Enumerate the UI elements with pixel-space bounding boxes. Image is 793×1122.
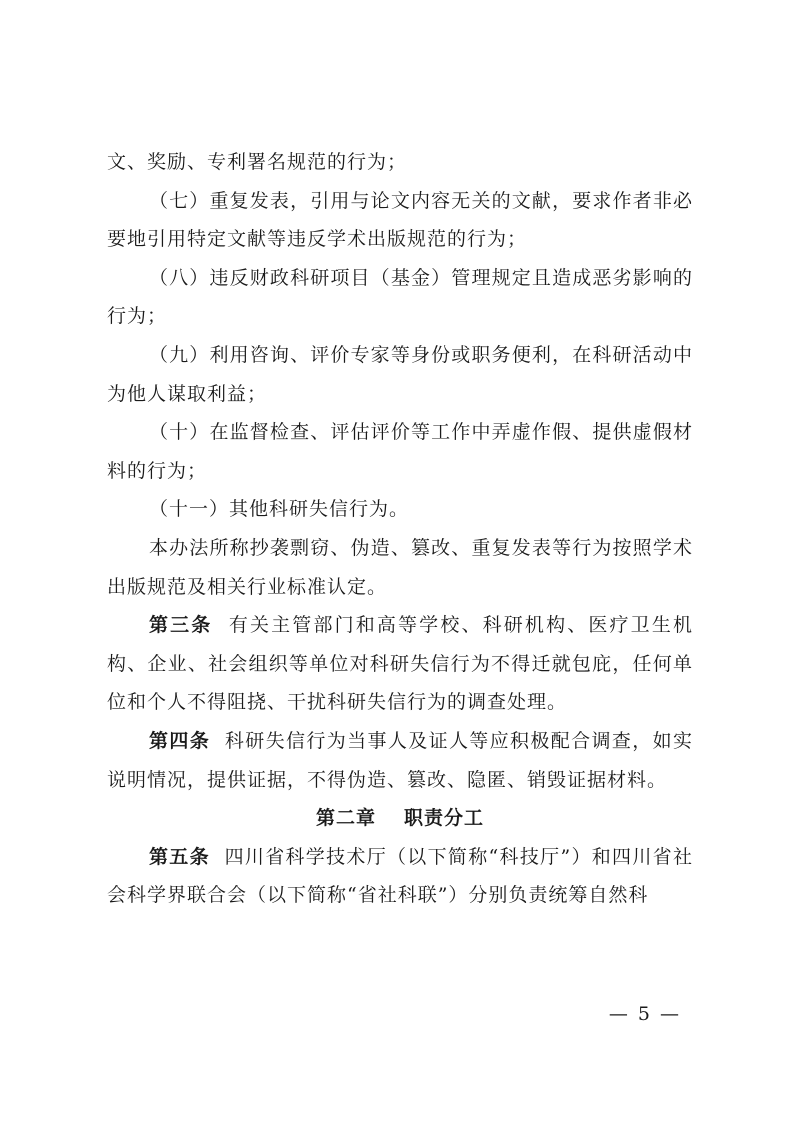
article-4-label: 第四条: [149, 729, 211, 752]
definition-paragraph: 本办法所称抄袭剽窃、伪造、篡改、重复发表等行为按照学术出版规范及相关行业标准认定。: [107, 536, 693, 598]
list-item-7: （七）重复发表，引用与论文内容无关的文献，要求作者非必要地引用特定文献等违反学术出版规范的行为；: [107, 189, 693, 251]
list-item-8: （八）违反财政科研项目（基金）管理规定且造成恶劣影响的行为；: [107, 266, 693, 328]
chapter-heading: [107, 799, 693, 838]
article-4-text: 科研失信行为当事人及证人等应积极配合调查，如实说明情况，提供证据，不得伪造、篡改、隐匿、销毁证据材料。: [107, 729, 693, 791]
document-body: [107, 143, 693, 915]
article-3-label: 第三条: [149, 614, 213, 637]
article-5-text: 四川省科学技术厅（以下简称“科技厅”）和四川省社会科学界联合会（以下简称“省社科联”）分别负责统筹自然科: [107, 845, 693, 907]
list-item-11: （十一）其他科研失信行为。: [149, 498, 410, 521]
paragraph-continuation: 文、奖励、专利署名规范的行为；: [107, 151, 408, 173]
page-number: — 5 —: [608, 1003, 681, 1025]
article-3: [107, 606, 693, 722]
article-3-text: 有关主管部门和高等学校、科研机构、医疗卫生机构、企业、社会组织等单位对科研失信行为不得迁就包庇，任何单位和个人不得阻挠、干扰科研失信行为的调查处理。: [107, 614, 693, 714]
article-4: [107, 722, 693, 799]
list-item-10: （十）在监督检查、评估评价等工作中弄虚作假、提供虚假材料的行为；: [107, 421, 693, 482]
article-5-label: 第五条: [149, 845, 210, 868]
chapter-number: 第二章: [315, 807, 376, 830]
chapter-title: 职责分工: [404, 807, 485, 830]
list-item-9: （九）利用咨询、评价专家等身份或职务便利，在科研活动中为他人谋取利益；: [107, 343, 693, 405]
article-5: [107, 838, 693, 915]
